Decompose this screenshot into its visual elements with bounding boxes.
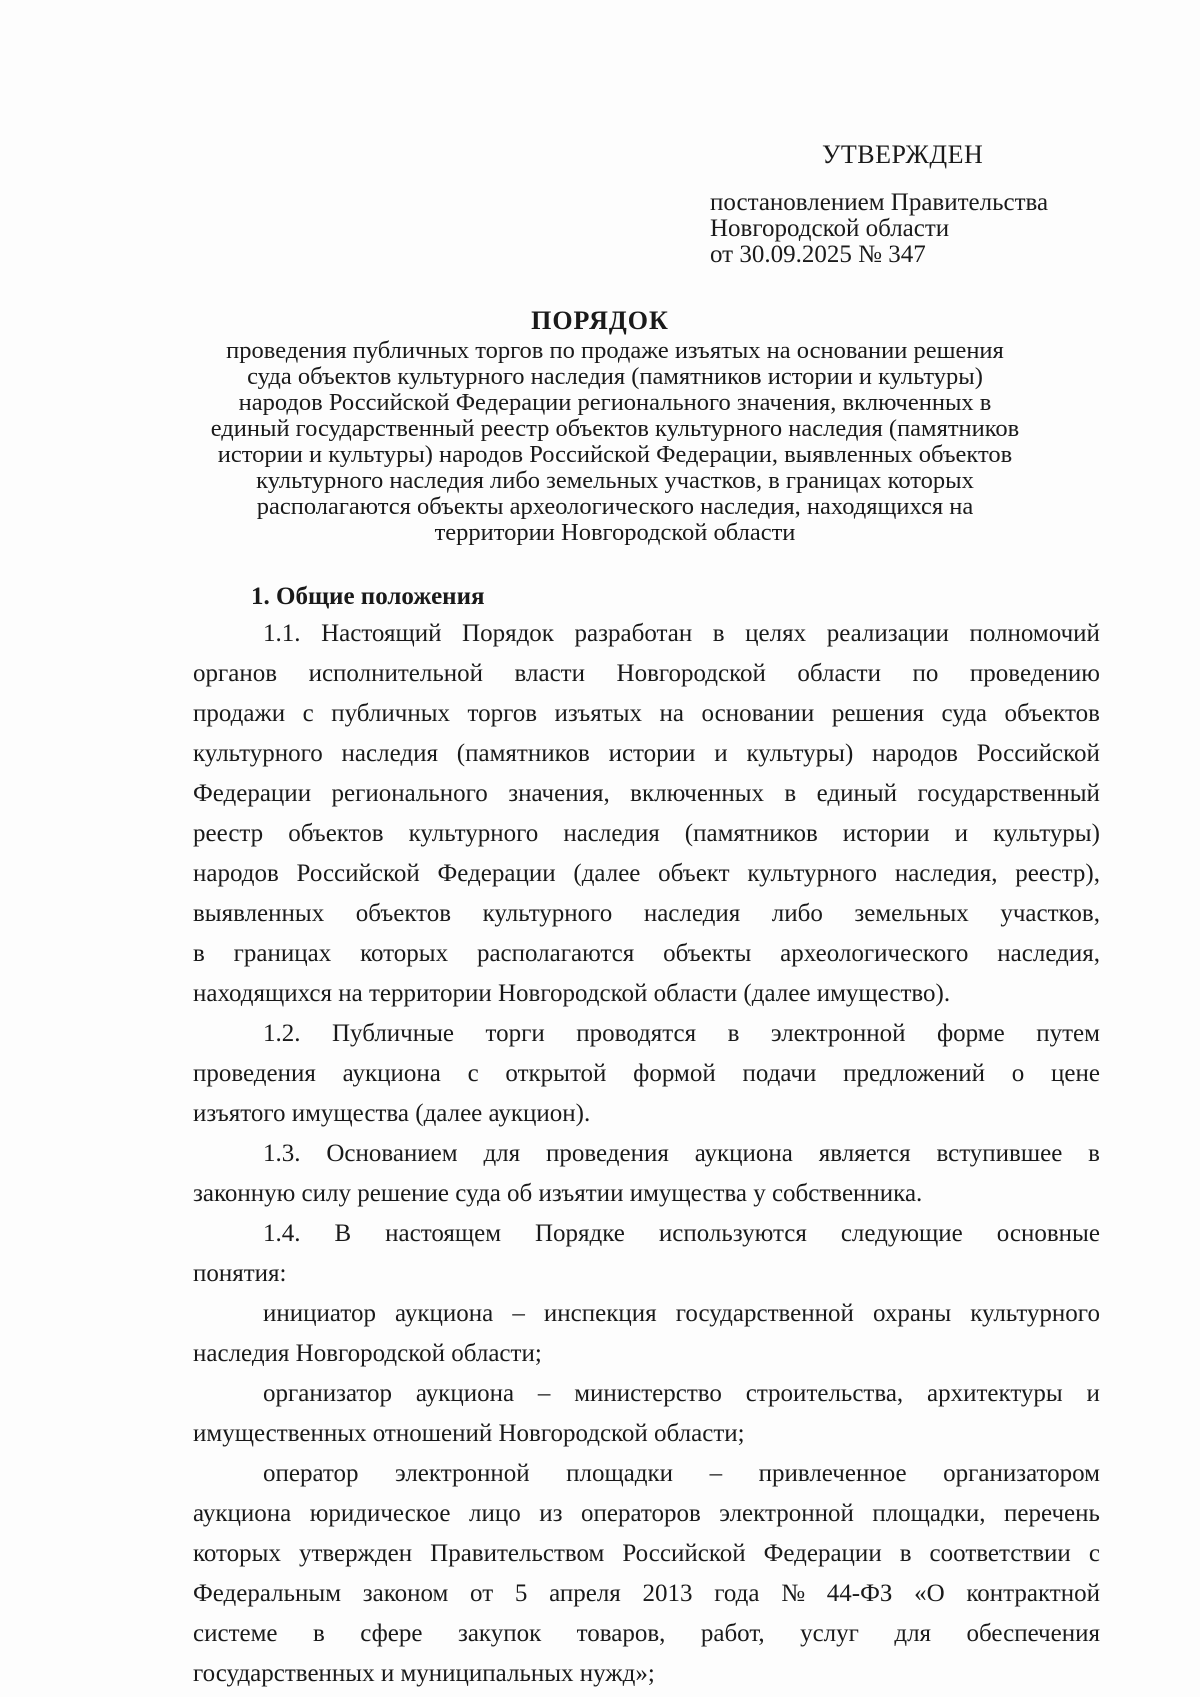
approval-line: Новгородской области — [710, 215, 950, 242]
paragraph-line: продажи с публичных торгов изъятых на основании решения суда объектов — [193, 700, 1100, 727]
paragraph-line: наследия Новгородской области; — [193, 1340, 542, 1367]
approval-line: от 30.09.2025 № 347 — [710, 241, 926, 268]
section-heading: 1. Общие положения — [251, 583, 485, 610]
subtitle-line: культурного наследия либо земельных участков, в границах которых — [256, 467, 974, 494]
paragraph-line: 1.2. Публичные торги проводятся в электронной форме путем — [263, 1020, 1100, 1047]
approval-title: УТВЕРЖДЕН — [822, 140, 984, 169]
subtitle-line: народов Российской Федерации регионального значения, включенных в — [238, 389, 992, 416]
approval-block — [710, 142, 1110, 268]
paragraph-line: 1.3. Основанием для проведения аукциона является вступившее в — [263, 1140, 1100, 1167]
paragraph-line: реестр объектов культурного наследия (памятников истории и культуры) — [193, 820, 1100, 847]
paragraph-line: инициатор аукциона – инспекция государственной охраны культурного — [263, 1300, 1100, 1327]
paragraph-line: находящихся на территории Новгородской области (далее имущество). — [193, 980, 951, 1007]
subtitle-line: истории и культуры) народов Российской Федерации, выявленных объектов — [217, 441, 1013, 468]
document-title: ПОРЯДОК — [531, 306, 669, 335]
subtitle-line: единый государственный реестр объектов культурного наследия (памятников — [210, 415, 1020, 442]
paragraph-line: которых утвержден Правительством Российской Федерации в соответствии с — [193, 1540, 1100, 1567]
subtitle-line: суда объектов культурного наследия (памятников истории и культуры) — [247, 363, 983, 390]
paragraph-line: культурного наследия (памятников истории и культуры) народов Российской — [193, 740, 1100, 767]
paragraph-line: изъятого имущества (далее аукцион). — [193, 1100, 591, 1127]
section-body — [193, 614, 1100, 1694]
paragraph-line: законную силу решение суда об изъятии имущества у собственника. — [193, 1180, 923, 1207]
subtitle-line: располагаются объекты археологического наследия, находящихся на — [256, 493, 974, 520]
paragraph-line: выявленных объектов культурного наследия либо земельных участков, — [193, 900, 1100, 927]
paragraph-line: государственных и муниципальных нужд»; — [193, 1660, 655, 1687]
paragraph-line: организатор аукциона – министерство строительства, архитектуры и — [263, 1380, 1100, 1407]
subtitle-line: проведения публичных торгов по продаже изъятых на основании решения — [226, 337, 1004, 364]
paragraph-line: Федеральным законом от 5 апреля 2013 года № 44-ФЗ «О контрактной — [193, 1580, 1100, 1607]
paragraph-line: оператор электронной площадки – привлеченное организатором — [263, 1460, 1100, 1487]
approval-line: постановлением Правительства — [710, 189, 1049, 216]
paragraph-line: системе в сфере закупок товаров, работ, услуг для обеспечения — [193, 1620, 1100, 1647]
paragraph-line: имущественных отношений Новгородской области; — [193, 1420, 745, 1447]
paragraph-line: понятия: — [193, 1260, 287, 1287]
paragraph-line: аукциона юридическое лицо из операторов электронной площадки, перечень — [193, 1500, 1100, 1527]
paragraph-line: проведения аукциона с открытой формой подачи предложений о цене — [193, 1060, 1100, 1087]
paragraph-line: в границах которых располагаются объекты археологического наследия, — [193, 940, 1100, 967]
paragraph-line: 1.4. В настоящем Порядке используются следующие основные — [263, 1220, 1100, 1247]
approval-details — [710, 190, 1110, 268]
paragraph-line: органов исполнительной власти Новгородской области по проведению — [193, 660, 1100, 687]
paragraph-line: Федерации регионального значения, включенных в единый государственный — [193, 780, 1100, 807]
document-subtitle — [150, 338, 1080, 546]
paragraph-line: народов Российской Федерации (далее объект культурного наследия, реестр), — [193, 860, 1100, 887]
paragraph-line: 1.1. Настоящий Порядок разработан в целях реализации полномочий — [263, 620, 1100, 647]
subtitle-line: территории Новгородской области — [434, 519, 796, 546]
section-general-provisions — [193, 580, 1100, 1694]
